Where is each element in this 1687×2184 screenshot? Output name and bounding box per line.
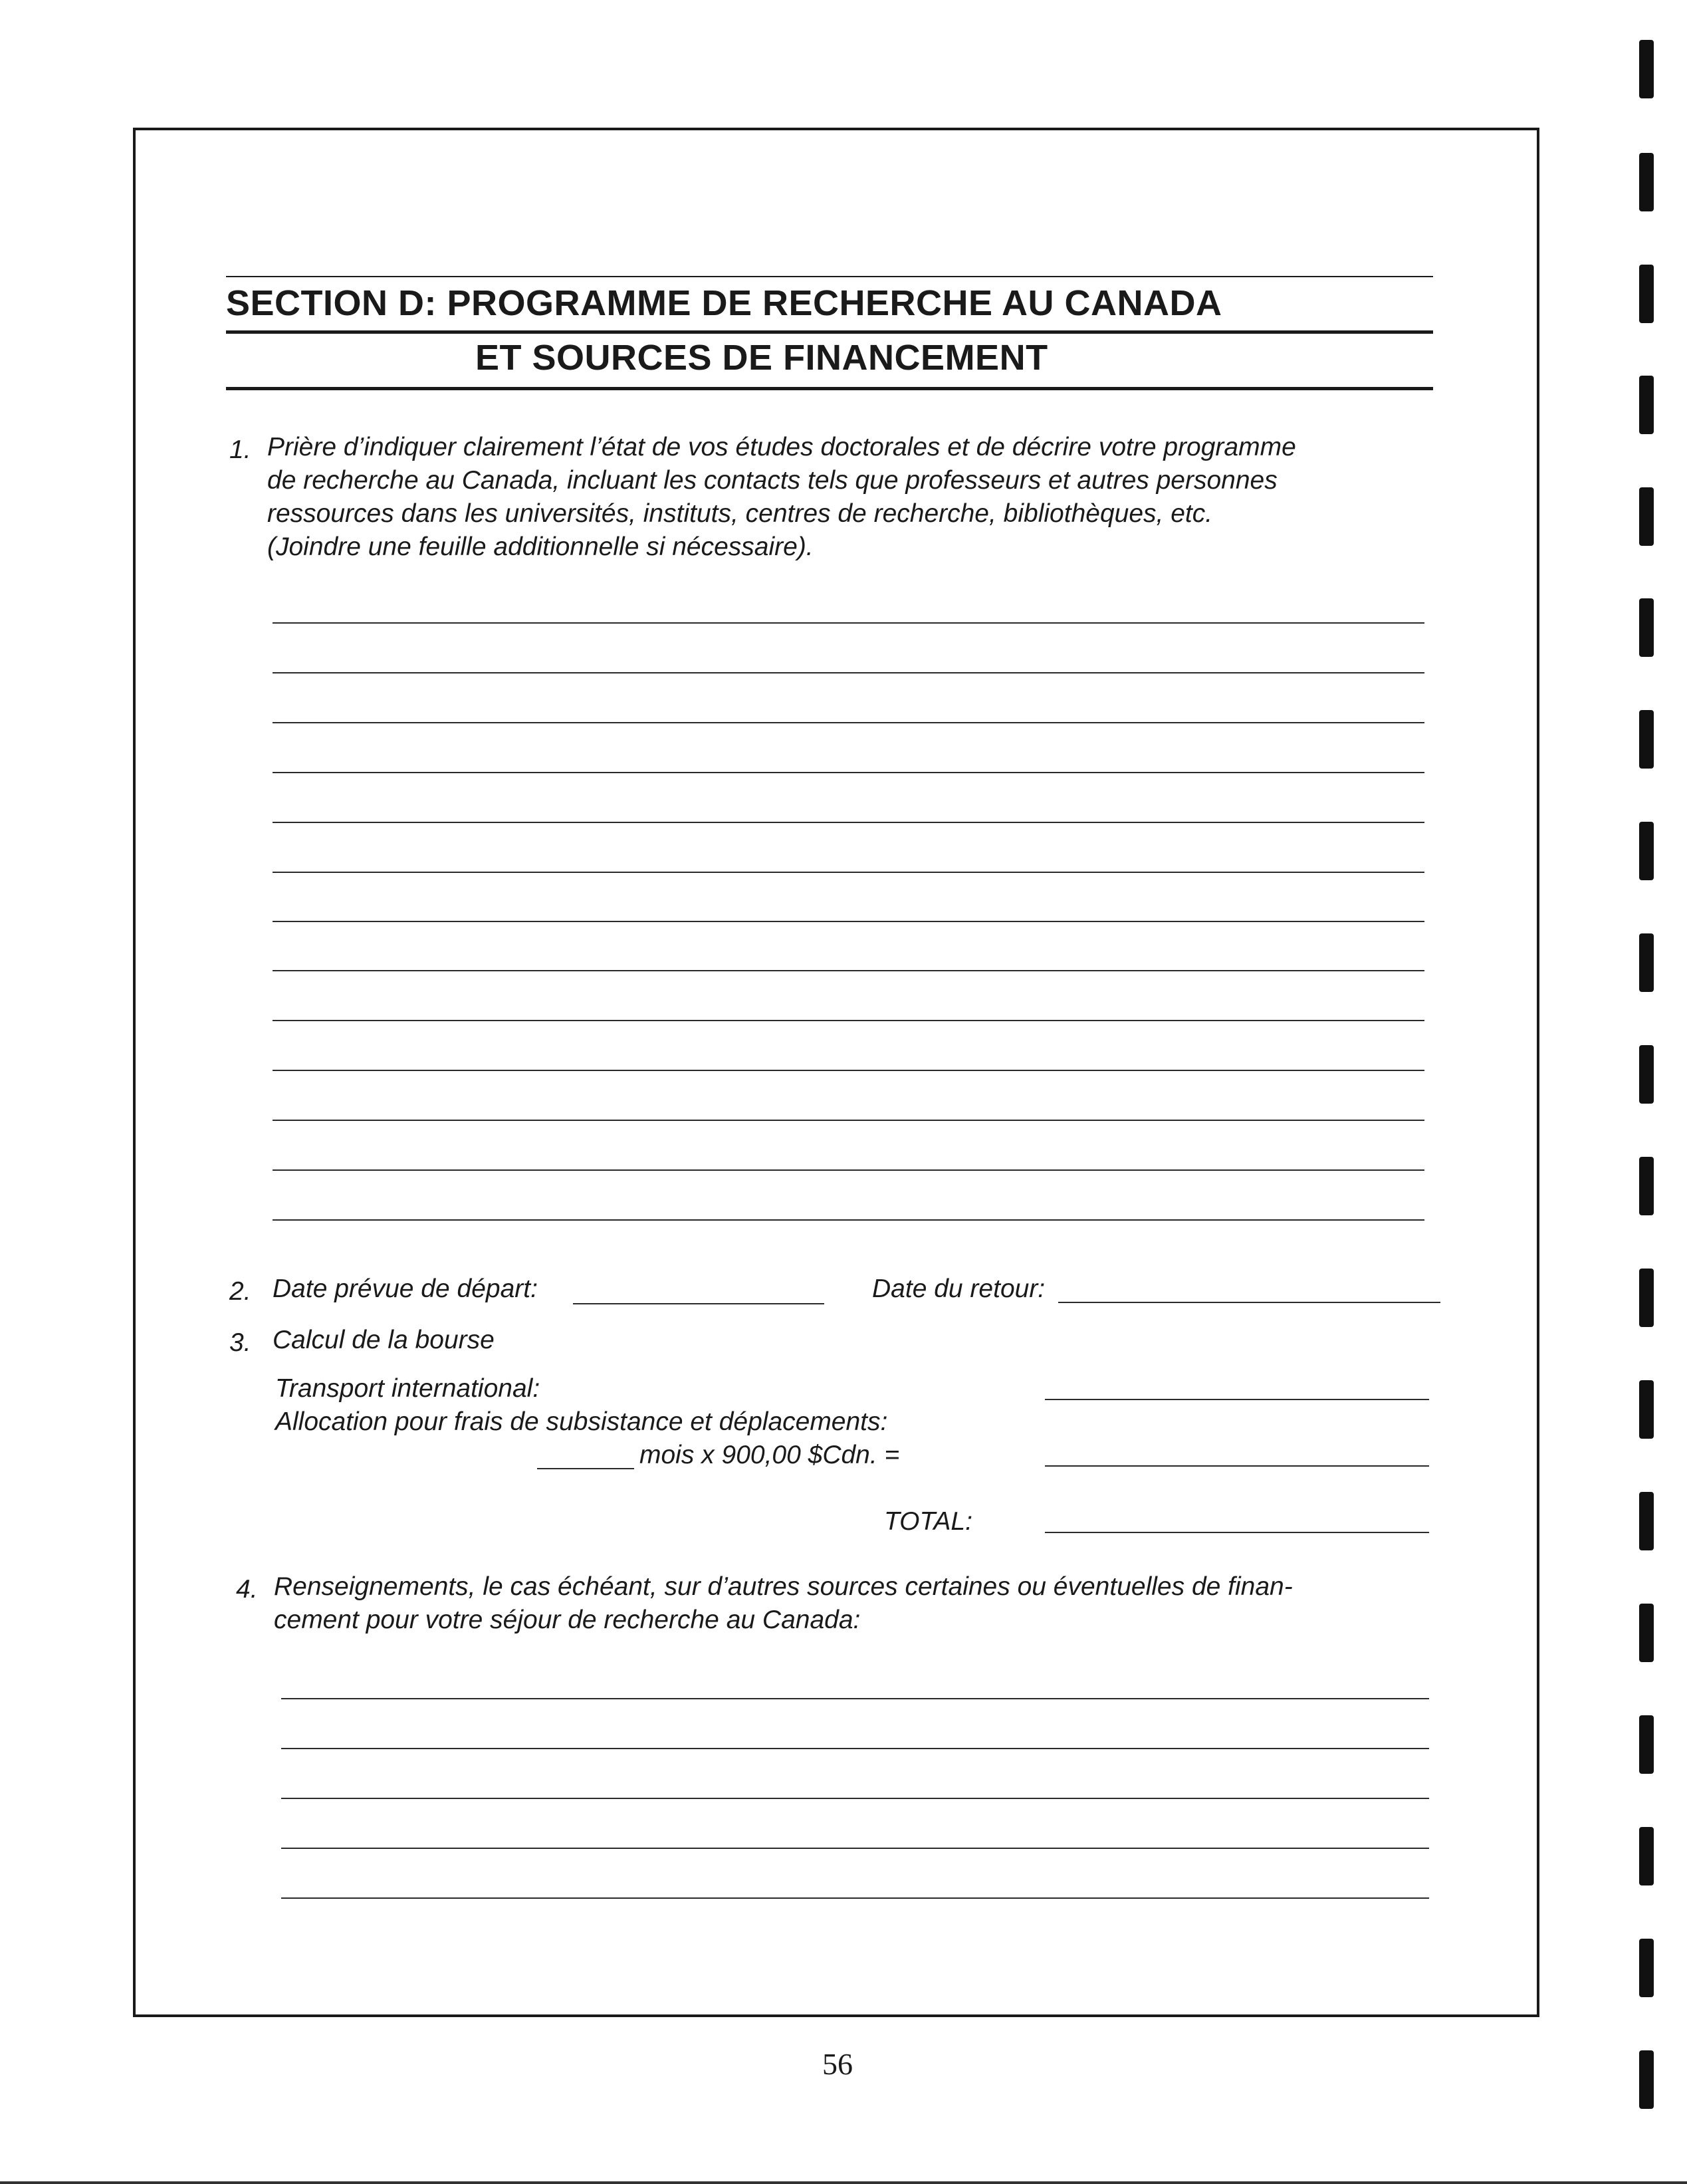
q1-answer-line[interactable] [273, 1120, 1424, 1121]
q1-answer-line[interactable] [273, 1169, 1424, 1171]
q1-text-line4: (Joindre une feuille additionnelle si nécessaire). [267, 533, 814, 561]
q4-text-line1: Renseignements, le cas échéant, sur d’autres sources certaines ou éventuelles de finan- [274, 1572, 1293, 1601]
heading-top-rule [226, 276, 1433, 277]
binder-hole [1639, 376, 1654, 434]
q1-answer-line[interactable] [273, 772, 1424, 773]
return-date-field[interactable] [1058, 1302, 1440, 1303]
binder-hole [1639, 598, 1654, 657]
binder-hole [1639, 1045, 1654, 1104]
heading-bottom-rule [226, 387, 1433, 390]
q1-answer-line[interactable] [273, 822, 1424, 823]
q1-answer-line[interactable] [273, 722, 1424, 723]
q1-text-line2: de recherche au Canada, incluant les contacts tels que professeurs et autres personnes [267, 466, 1278, 495]
q4-number: 4. [236, 1575, 258, 1604]
q4-answer-line[interactable] [281, 1848, 1429, 1849]
binder-hole [1639, 1604, 1654, 1662]
form-frame [133, 128, 1539, 2017]
grant-calculation-label: Calcul de la bourse [273, 1326, 495, 1354]
page-number: 56 [822, 2047, 853, 2081]
q1-text-line1: Prière d’indiquer clairement l’état de vos études doctorales et de décrire votre programme [267, 433, 1296, 461]
binder-hole [1639, 1157, 1654, 1215]
binder-hole [1639, 40, 1654, 98]
binder-hole [1639, 1380, 1654, 1439]
total-label: TOTAL: [884, 1507, 972, 1536]
binder-hole [1639, 710, 1654, 769]
transport-amount-field[interactable] [1045, 1399, 1429, 1400]
q1-answer-line[interactable] [273, 1070, 1424, 1071]
binder-hole [1639, 1492, 1654, 1550]
q3-number: 3. [229, 1328, 251, 1357]
return-date-label: Date du retour: [872, 1274, 1046, 1303]
q4-answer-line[interactable] [281, 1798, 1429, 1799]
q1-answer-line[interactable] [273, 1020, 1424, 1021]
binder-hole [1639, 1827, 1654, 1885]
q1-answer-line[interactable] [273, 622, 1424, 624]
scan-bottom-edge [0, 2181, 1687, 2184]
q1-answer-line[interactable] [273, 872, 1424, 873]
months-rate-text: mois x 900,00 $Cdn. = [639, 1441, 900, 1469]
q1-text-line3: ressources dans les universités, instituts, centres de recherche, bibliothèques, etc. [267, 499, 1213, 528]
q4-answer-line[interactable] [281, 1897, 1429, 1899]
binder-hole [1639, 1269, 1654, 1327]
departure-date-field[interactable] [573, 1303, 824, 1304]
section-title-line1: SECTION D: PROGRAMME DE RECHERCHE AU CANADA [226, 283, 1222, 323]
q4-answer-line[interactable] [281, 1748, 1429, 1749]
q1-answer-line[interactable] [273, 672, 1424, 673]
q1-answer-line[interactable] [273, 1219, 1424, 1221]
q4-answer-line[interactable] [281, 1698, 1429, 1699]
binder-hole [1639, 1715, 1654, 1774]
binder-hole [1639, 265, 1654, 323]
binder-hole [1639, 153, 1654, 211]
binder-hole [1639, 822, 1654, 880]
transport-label: Transport international: [275, 1374, 540, 1403]
binder-hole [1639, 487, 1654, 546]
total-amount-field[interactable] [1045, 1532, 1429, 1533]
binder-hole [1639, 2050, 1654, 2109]
allowance-amount-field[interactable] [1045, 1465, 1429, 1467]
departure-date-label: Date prévue de départ: [273, 1274, 538, 1303]
q2-number: 2. [229, 1277, 251, 1306]
q1-answer-line[interactable] [273, 970, 1424, 971]
months-field[interactable] [537, 1468, 634, 1469]
heading-middle-rule [226, 330, 1433, 334]
section-title-line2: ET SOURCES DE FINANCEMENT [475, 338, 1048, 378]
q1-number: 1. [229, 435, 251, 464]
binder-hole [1639, 933, 1654, 992]
q1-answer-line[interactable] [273, 921, 1424, 922]
allowance-label: Allocation pour frais de subsistance et déplacements: [275, 1407, 888, 1436]
binder-hole [1639, 1939, 1654, 1997]
q4-text-line2: cement pour votre séjour de recherche au Canada: [274, 1606, 861, 1634]
